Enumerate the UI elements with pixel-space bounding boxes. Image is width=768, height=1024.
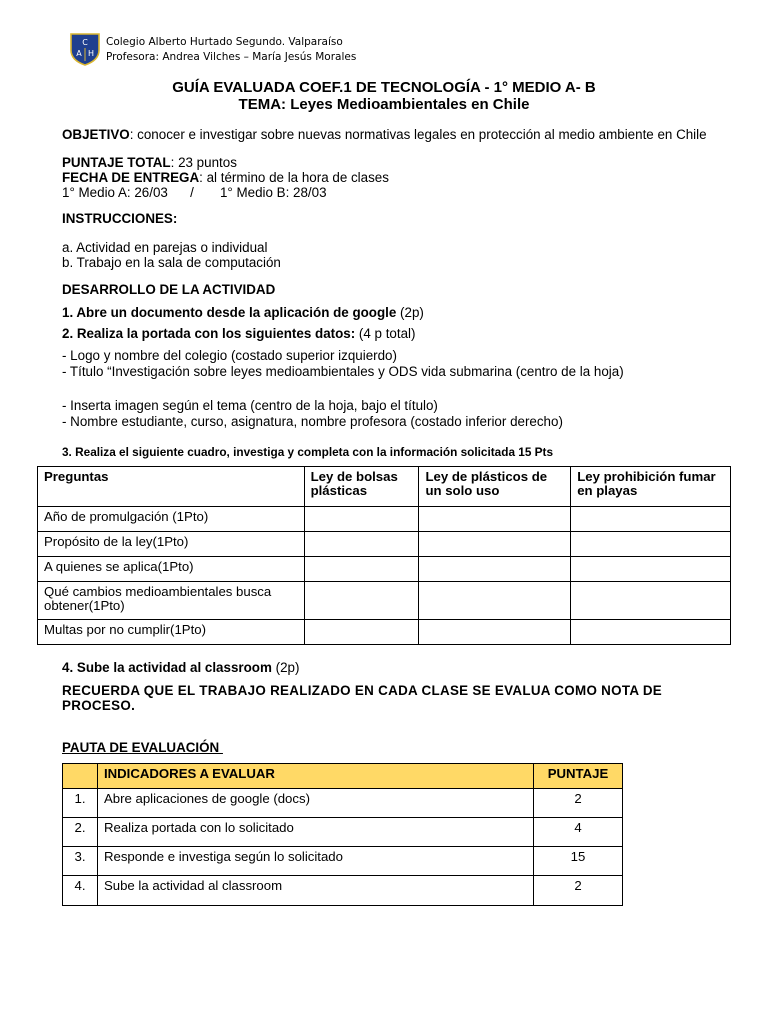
answer-cell [304,582,419,620]
question-cell: Año de promulgación (1Pto) [38,507,305,532]
table-row [63,789,623,818]
header-cell: INDICADORES A EVALUAR [97,764,533,789]
fecha-entrega: FECHA DE ENTREGA: al término de la hora de clases [62,170,389,185]
table-row [38,557,731,582]
table-row [63,847,623,876]
question-table-header [38,467,731,507]
instrucciones-heading: INSTRUCCIONES: [62,211,178,226]
answer-cell [304,532,419,557]
score-cell: 2 [534,876,623,906]
portada-bullet: - Inserta imagen según el tema (centro de la hoja, bajo el título) [62,398,438,413]
answer-cell [571,532,731,557]
header-cell: PUNTAJE [534,764,623,789]
fechas-cursos: 1° Medio A: 26/03 / 1° Medio B: 28/03 [62,185,327,200]
answer-cell [419,620,571,645]
table-row [63,876,623,906]
objetivo: OBJETIVO: conocer e investigar sobre nuevas normativas legales en protección al medio ambiente en Chile [62,127,707,142]
answer-cell [571,582,731,620]
row-number: 2. [63,818,98,847]
step-4: 4. Sube la actividad al classroom (2p) [62,660,300,675]
answer-cell [419,532,571,557]
header-cell: Ley de bolsas plásticas [304,467,419,507]
question-cell: Multas por no cumplir(1Pto) [38,620,305,645]
instruccion-item: b. Trabajo en la sala de computación [62,255,281,270]
score-cell: 2 [534,789,623,818]
row-number: 4. [63,876,98,906]
question-table [37,466,731,645]
crest-letter-c: C [82,38,88,47]
answer-cell [571,620,731,645]
school-crest-logo [69,32,101,66]
pauta-heading: PAUTA DE EVALUACIÓN [62,740,223,755]
question-cell: Propósito de la ley(1Pto) [38,532,305,557]
answer-cell [419,582,571,620]
indicator-cell: Responde e investiga según lo solicitado [97,847,533,876]
answer-cell [419,507,571,532]
indicator-cell: Realiza portada con lo solicitado [97,818,533,847]
crest-letter-a: A [76,49,82,58]
teacher-names: Profesora: Andrea Vilches – María Jesús Morales [106,51,357,63]
table-row [38,620,731,645]
table-row [63,818,623,847]
school-header [69,32,469,66]
portada-bullet: - Logo y nombre del colegio (costado superior izquierdo) [62,348,397,363]
answer-cell [571,557,731,582]
row-number: 1. [63,789,98,818]
answer-cell [419,557,571,582]
instruccion-item: a. Actividad en parejas o individual [62,240,268,255]
question-cell: Qué cambios medioambientales busca obtener(1Pto) [38,582,305,620]
step-3: 3. Realiza el siguiente cuadro, investiga y completa con la información solicitada 15 Pts [62,445,554,459]
answer-cell [571,507,731,532]
header-cell: Preguntas [38,467,305,507]
evaluation-table [62,763,623,906]
step-2: 2. Realiza la portada con los siguientes datos: (4 p total) [62,326,416,341]
evaluation-table-header [63,764,623,789]
reminder: RECUERDA QUE EL TRABAJO REALIZADO EN CADA CLASE SE EVALUA COMO NOTA DE PROCESO. [62,683,663,713]
puntaje-total: PUNTAJE TOTAL: 23 puntos [62,155,237,170]
step-1: 1. Abre un documento desde la aplicación de google (2p) [62,305,424,320]
answer-cell [304,507,419,532]
header-cell: Ley de plásticos de un solo uso [419,467,571,507]
header-cell [63,764,98,789]
answer-cell [304,620,419,645]
crest-letter-h: H [87,49,95,58]
guide-topic: TEMA: Leyes Medioambientales en Chile [238,96,530,113]
table-row [38,507,731,532]
question-cell: A quienes se aplica(1Pto) [38,557,305,582]
answer-cell [304,557,419,582]
indicator-cell: Sube la actividad al classroom [97,876,533,906]
guide-title: GUÍA EVALUADA COEF.1 DE TECNOLOGÍA - 1° MEDIO A- B [172,79,596,96]
portada-bullet: - Nombre estudiante, curso, asignatura, nombre profesora (costado inferior derecho) [62,414,563,429]
score-cell: 15 [534,847,623,876]
table-row [38,532,731,557]
school-name: Colegio Alberto Hurtado Segundo. Valparaíso [106,36,343,48]
desarrollo-heading: DESARROLLO DE LA ACTIVIDAD [62,282,276,297]
header-cell: Ley prohibición fumar en playas [571,467,731,507]
indicator-cell: Abre aplicaciones de google (docs) [97,789,533,818]
row-number: 3. [63,847,98,876]
table-row [38,582,731,620]
score-cell: 4 [534,818,623,847]
portada-bullet: - Título “Investigación sobre leyes medioambientales y ODS vida submarina (centro de la hoja) [62,364,624,379]
